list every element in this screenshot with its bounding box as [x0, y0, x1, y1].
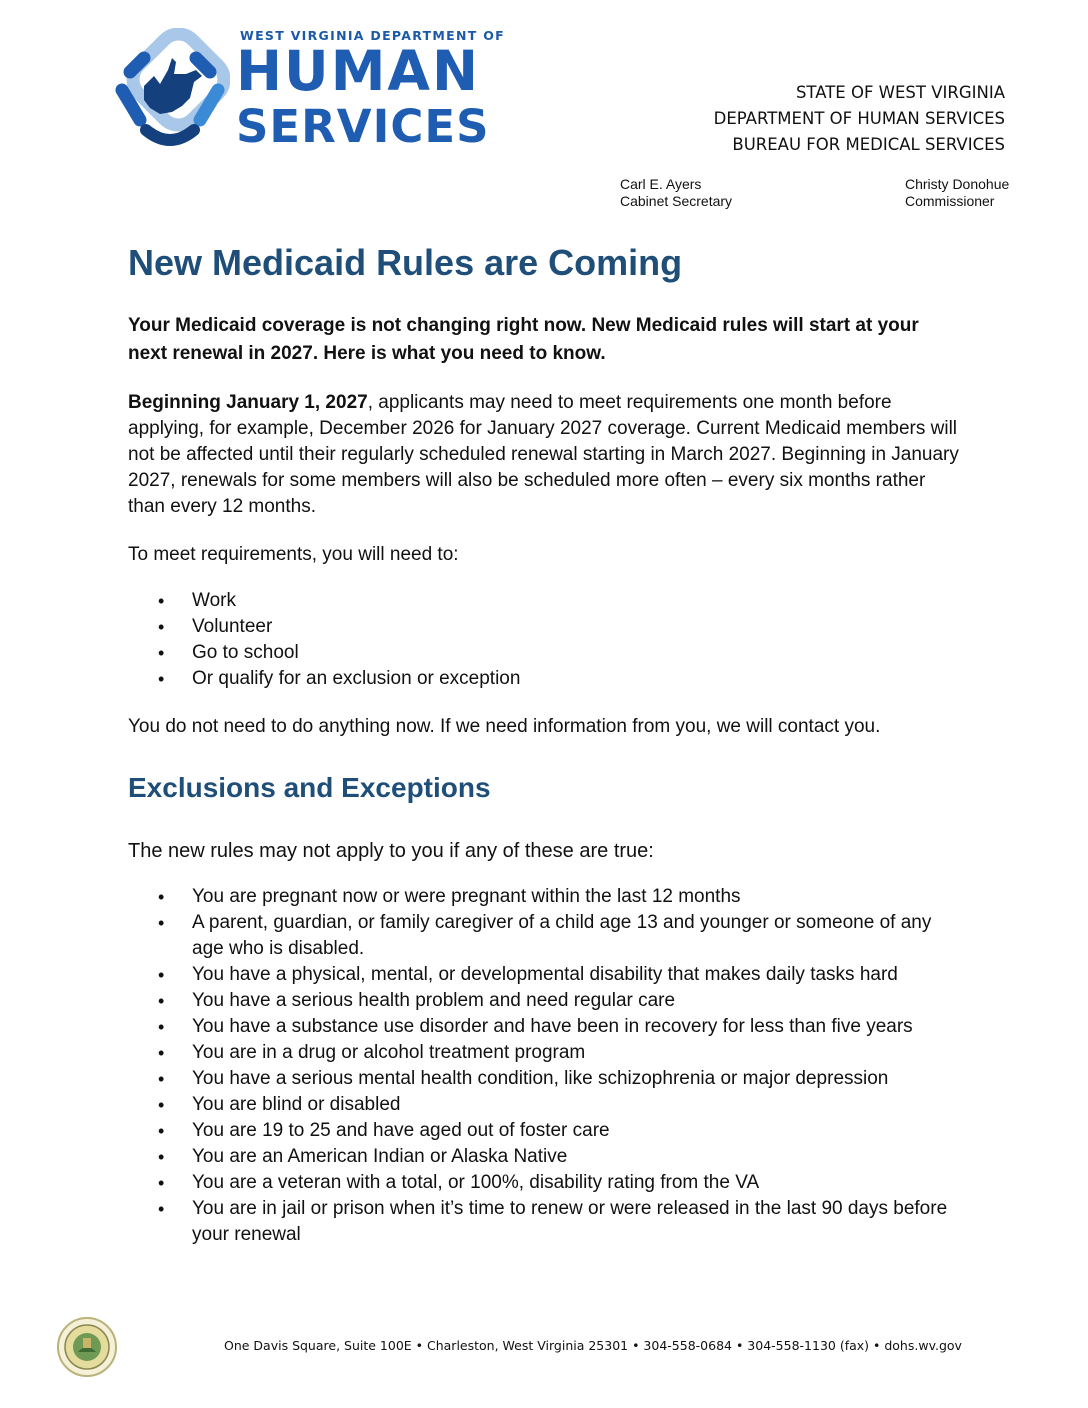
logo-word-services: SERVICES [236, 100, 490, 153]
start-date-text: , applicants may need to meet requirements one month before applying, for example, December 2026 for January 2027 coverage. Current Medicaid members will not be affected until their regularly scheduled renewal starting in March 2027. Beginning in January 2027, renewals for some members will also be scheduled more often – every six months rather than every 12 months. [128, 392, 959, 517]
lead-paragraph: Your Medicaid coverage is not changing right now. New Medicaid rules will start at your next renewal in 2027. Here is what you need to know. [128, 315, 919, 364]
list-item: • You are pregnant now or were pregnant within the last 12 months [128, 884, 963, 910]
section-heading: Exclusions and Exceptions [128, 772, 491, 803]
state-line: STATE OF WEST VIRGINIA [795, 83, 1005, 102]
list-item: • You are a veteran with a total, or 100%, disability rating from the VA [128, 1170, 963, 1196]
official-name: Carl E. Ayers [620, 176, 702, 192]
list-item: • You are 19 to 25 and have aged out of foster care [128, 1118, 963, 1144]
start-date-paragraph [128, 390, 963, 520]
dhs-logo [110, 28, 505, 153]
list-item: • Volunteer [128, 614, 963, 640]
document-body [128, 236, 963, 1248]
list-item: • You are in a drug or alcohol treatment program [128, 1040, 963, 1066]
list-item: • You are in jail or prison when it’s time to renew or were released in the last 90 days before your renewal [128, 1196, 963, 1248]
no-action-paragraph: You do not need to do anything now. If we need information from you, we will contact you. [128, 716, 881, 737]
list-item: • You are an American Indian or Alaska Native [128, 1144, 963, 1170]
list-item: • A parent, guardian, or family caregiver of a child age 13 and younger or someone of any age who is disabled. [128, 910, 963, 962]
logo-department-line: WEST VIRGINIA DEPARTMENT OF [240, 28, 505, 43]
list-item: • You have a substance use disorder and have been in recovery for less than five years [128, 1014, 963, 1040]
agency-address-block [714, 80, 1005, 158]
list-item: • You have a serious mental health condition, like schizophrenia or major depression [128, 1066, 963, 1092]
exceptions-intro: The new rules may not apply to you if any of these are true: [128, 840, 654, 862]
official-commissioner [905, 176, 1009, 210]
list-item: • You are blind or disabled [128, 1092, 963, 1118]
official-title: Commissioner [905, 193, 995, 209]
list-item: • You have a serious health problem and need regular care [128, 988, 963, 1014]
exceptions-list [128, 884, 963, 1248]
wv-state-emblem-icon [110, 28, 230, 152]
list-item: • Go to school [128, 640, 963, 666]
page-title: New Medicaid Rules are Coming [128, 242, 683, 283]
footer-address: One Davis Square, Suite 100E • Charleston, West Virginia 25301 • 304-558-0684 • 304-558-1130 (fax) • dohs.wv.gov [224, 1338, 962, 1353]
official-secretary [620, 176, 732, 210]
list-item: • You have a physical, mental, or developmental disability that makes daily tasks hard [128, 962, 963, 988]
requirements-list [128, 588, 963, 692]
department-line: DEPARTMENT OF HUMAN SERVICES [713, 109, 1005, 128]
state-seal-icon [56, 1316, 118, 1378]
official-title: Cabinet Secretary [620, 193, 733, 209]
list-item: • Or qualify for an exclusion or exception [128, 666, 963, 692]
logo-word-human: HUMAN [236, 39, 481, 103]
official-name: Christy Donohue [905, 176, 1010, 192]
list-item: • Work [128, 588, 963, 614]
bureau-line: BUREAU FOR MEDICAL SERVICES [732, 135, 1005, 154]
requirements-intro: To meet requirements, you will need to: [128, 544, 459, 565]
start-date-emphasis: Beginning January 1, 2027 [128, 392, 368, 413]
